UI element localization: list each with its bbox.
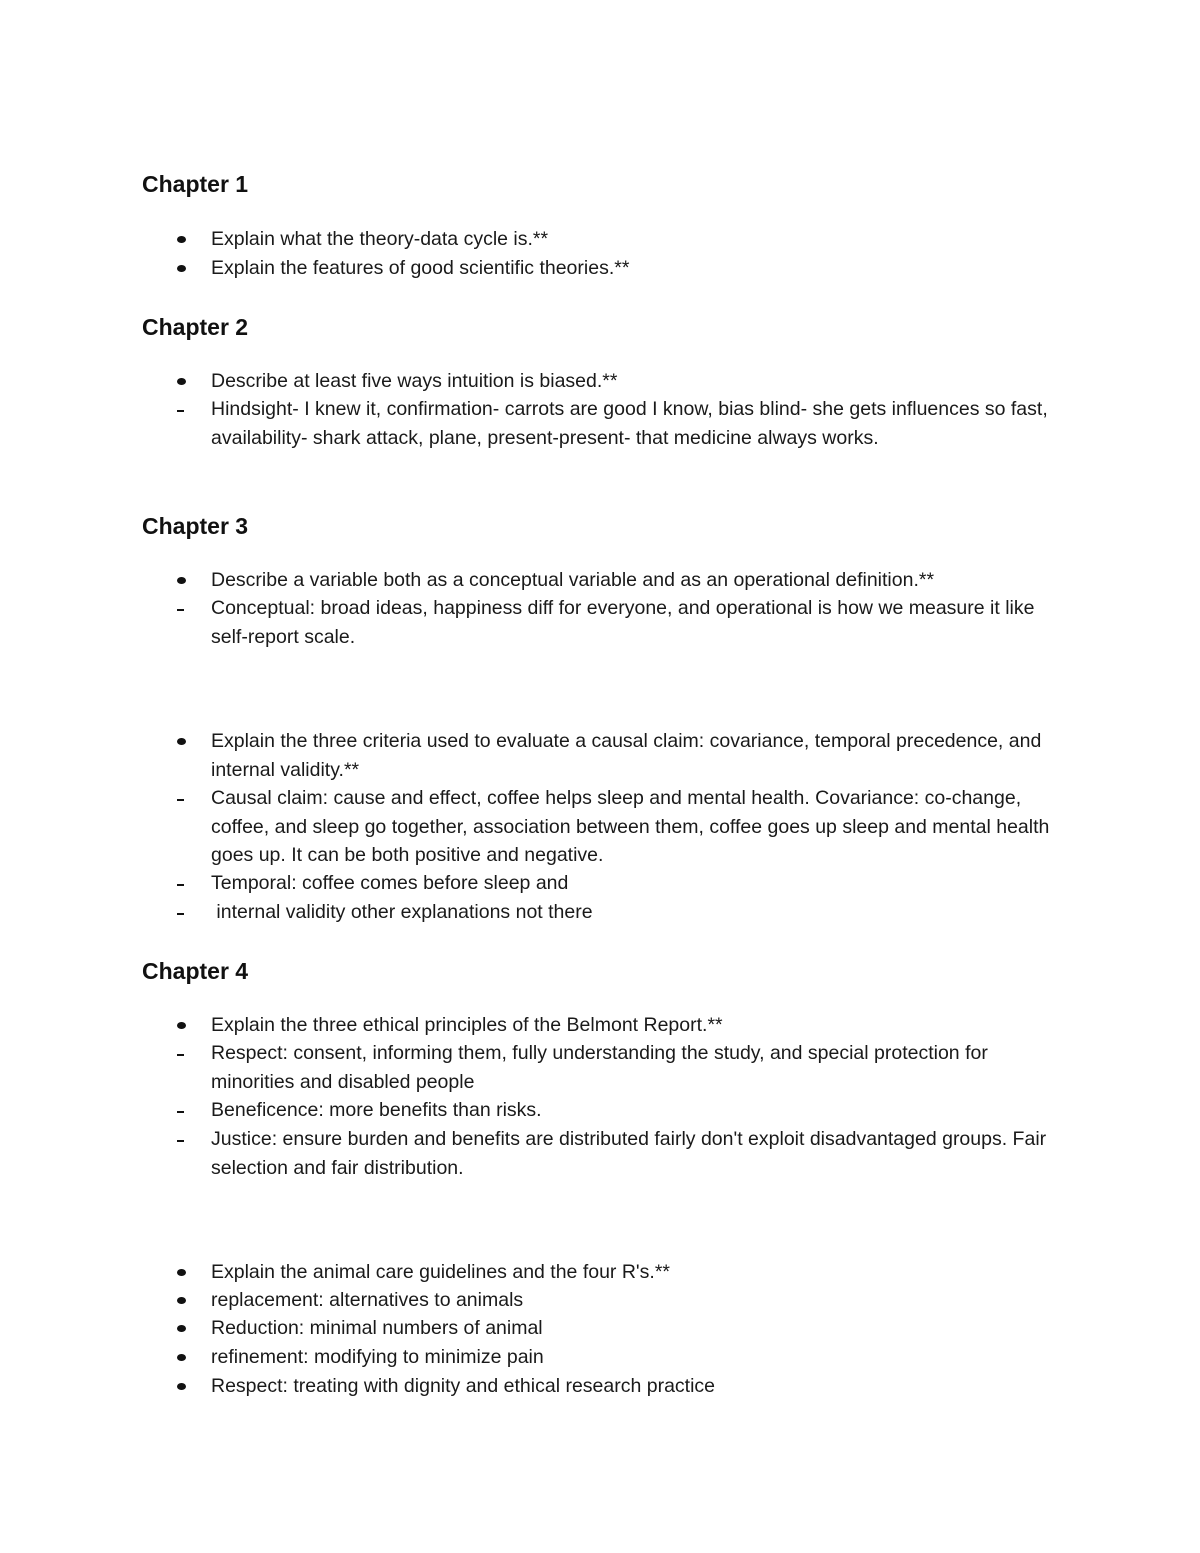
- dash-icon: [176, 1096, 188, 1124]
- chapter-heading: Chapter 3: [142, 513, 249, 539]
- list-item-text: Explain the three criteria used to evaluate a causal claim: covariance, temporal precedence, and internal validity.**: [211, 730, 1047, 781]
- bullet-icon: [176, 367, 188, 395]
- list-item-text: Causal claim: cause and effect, coffee helps sleep and mental health. Covariance: co-change, coffee, and sleep go together, association between them, coffee goes up sleep and mental health goes up. It can be both positive and negative.: [211, 787, 1055, 866]
- bullet-icon: [176, 254, 188, 282]
- list-item-text: Explain the three ethical principles of the Belmont Report.**: [211, 1014, 723, 1036]
- list-item-text: Describe at least five ways intuition is biased.**: [211, 370, 618, 392]
- list-item-text: internal validity other explanations not there: [211, 901, 593, 923]
- dash-icon: [176, 1039, 188, 1067]
- bullet-icon: [176, 566, 188, 594]
- bullet-icon: [176, 1011, 188, 1039]
- dash-icon: [176, 594, 188, 622]
- dash-icon: [176, 869, 188, 897]
- list-item-text: Beneficence: more benefits than risks.: [211, 1099, 542, 1121]
- list-item-text: replacement: alternatives to animals: [211, 1289, 524, 1311]
- list-item-text: Temporal: coffee comes before sleep and: [211, 872, 569, 894]
- bullet-icon: [176, 727, 188, 755]
- list-item-text: Justice: ensure burden and benefits are distributed fairly don't exploit disadvantaged groups. Fair selection and fair distribution.: [211, 1128, 1052, 1179]
- chapter-heading: Chapter 1: [142, 171, 249, 197]
- dash-icon: [176, 898, 188, 926]
- bullet-icon: [176, 225, 188, 253]
- list-item-text: refinement: modifying to minimize pain: [211, 1346, 544, 1368]
- bullet-icon: [176, 1258, 188, 1286]
- dash-icon: [176, 395, 188, 423]
- list-item-text: Describe a variable both as a conceptual variable and as an operational definition.**: [211, 569, 935, 591]
- list-item-text: Reduction: minimal numbers of animal: [211, 1317, 543, 1339]
- list-item-text: Conceptual: broad ideas, happiness diff for everyone, and operational is how we measure it like self-report scale.: [211, 597, 1040, 648]
- list-item-text: Respect: consent, informing them, fully understanding the study, and special protection for minorities and disabled people: [211, 1042, 994, 1093]
- list-item-text: Explain the animal care guidelines and the four R's.**: [211, 1261, 670, 1283]
- chapter-heading: Chapter 2: [142, 314, 249, 340]
- list-item-text: Explain the features of good scientific theories.**: [211, 257, 630, 279]
- bullet-icon: [176, 1372, 188, 1400]
- bullet-icon: [176, 1286, 188, 1314]
- bullet-icon: [176, 1314, 188, 1342]
- chapter-heading: Chapter 4: [142, 958, 249, 984]
- dash-icon: [176, 1125, 188, 1153]
- dash-icon: [176, 784, 188, 812]
- bullet-icon: [176, 1343, 188, 1371]
- list-item-text: Respect: treating with dignity and ethical research practice: [211, 1375, 716, 1397]
- list-item-text: Hindsight- I knew it, confirmation- carrots are good I know, bias blind- she gets influences so fast, availability- shark attack, plane, present-present- that medicine always works.: [211, 398, 1054, 449]
- list-item-text: Explain what the theory-data cycle is.**: [211, 228, 549, 250]
